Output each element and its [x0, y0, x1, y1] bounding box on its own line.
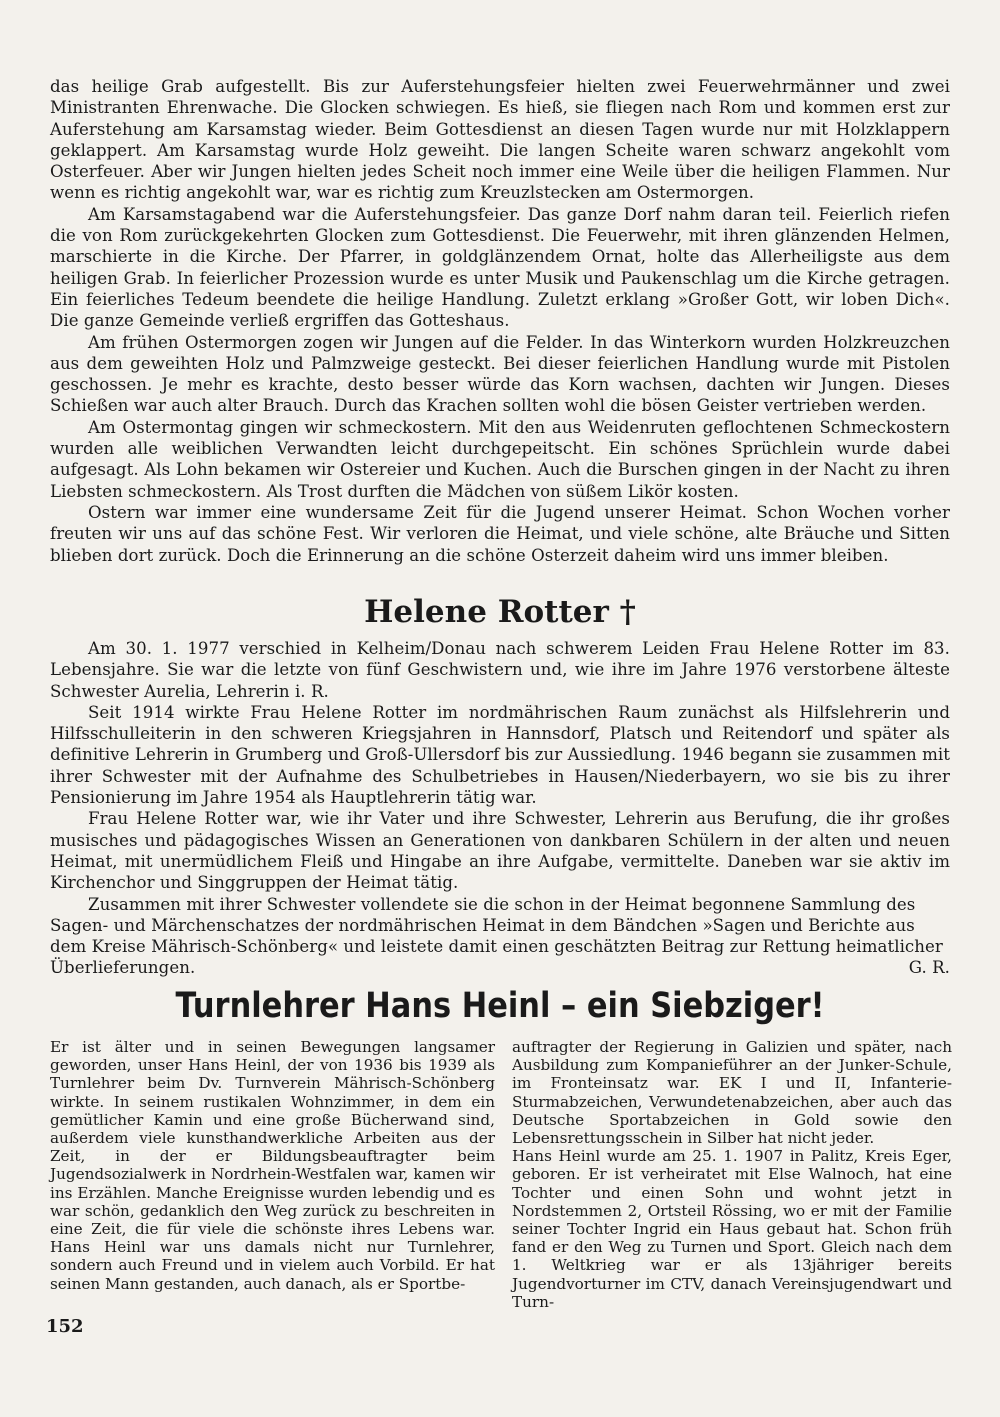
page-number: 152: [46, 1316, 84, 1337]
paragraph: Frau Helene Rotter war, wie ihr Vater und ihre Schwester, Lehrerin aus Berufung, die ihr großes musisches und pädagogisches Wissen an Generationen von dankbaren Schülern in der alten und neuen Heimat, mit unermüdlichem Fleiß und Hingabe an ihre Aufgabe, vermittelte. Daneben war sie aktiv im Kirchenchor und Singgruppen der Heimat tätig.: [50, 809, 950, 893]
paragraph: [50, 894, 950, 979]
paragraph-text: Zusammen mit ihrer Schwester vollendete sie die schon in der Heimat begonnene Sammlung des Sagen- und Märchenschatzes der nordmährischen Heimat in dem Bändchen »Sagen und Berichte aus dem Kreise Mährisch-Schönberg« und leistete damit einen geschätzten Beitrag zur Rettung heimatlicher Überlieferungen.: [50, 894, 943, 978]
obituary-title: Helene Rotter †: [364, 594, 636, 630]
easter-customs-text: [50, 76, 950, 566]
paragraph: Hans Heinl wurde am 25. 1. 1907 in Palitz, Kreis Eger, geboren. Er ist verheiratet mit Else Walnoch, hat eine Tochter und einen Sohn und wohnt jetzt in Nordstemmen 2, Ortsteil Rössing, wo er mit der Familie seiner Tochter Ingrid ein Haus gebaut hat. Schon früh fand er den Weg zu Turnen und Sport. Gleich nach dem 1. Weltkrieg war er als 13jähriger bereits Jugendvorturner im CTV, danach Vereinsjugendwart und Turn-: [512, 1147, 952, 1311]
right-column: [512, 1038, 952, 1311]
paragraph: Am Ostermontag gingen wir schmeckostern. Mit den aus Weidenruten geflochtenen Schmeckostern wurden alle weiblichen Verwandten leicht durchgepeitscht. Ein schönes Sprüchlein wurde dabei aufgesagt. Als Lohn bekamen wir Ostereier und Kuchen. Auch die Burschen gingen in der Nacht zu ihren Liebsten schmeckostern. Als Trost durften die Mädchen von süßem Likör kosten.: [50, 417, 950, 501]
paragraph: Am frühen Ostermorgen zogen wir Jungen auf die Felder. In das Winterkorn wurden Holzkreuzchen aus dem geweihten Holz und Palmzweige gesteckt. Bei dieser feierlichen Handlung wurde mit Pistolen geschossen. Je mehr es krachte, desto besser würde das Korn wachsen, dachten wir Jungen. Dieses Schießen war auch alter Brauch. Durch das Krachen sollten wohl die bösen Geister vertrieben werden.: [50, 332, 950, 416]
article-title: Turnlehrer Hans Heinl – ein Siebziger!: [175, 986, 825, 1026]
paragraph: auftragter der Regierung in Galizien und später, nach Ausbildung zum Kompanieführer an der Junker-Schule, im Fronteinsatz war. EK I und II, Infanterie-Sturmabzeichen, Verwundetenabzeichen, aber auch das Deutsche Sportabzeichen in Gold sowie den Lebensrettungsschein in Silber hat nicht jeder.: [512, 1038, 952, 1148]
paragraph: Am Karsamstagabend war die Auferstehungsfeier. Das ganze Dorf nahm daran teil. Feierlich riefen die von Rom zurückgekehrten Glocken zum Gottesdienst. Die Feuerwehr, mit ihren glänzenden Helmen, marschierte in die Kirche. Der Pfarrer, in goldglänzendem Ornat, holte das Allerheiligste aus dem heiligen Grab. In feierlicher Prozession wurde es unter Musik und Paukenschlag um die Kirche getragen. Ein feierliches Tedeum beendete die heilige Handlung. Zuletzt erklang »Großer Gott, wir loben Dich«. Die ganze Gemeinde verließ ergriffen das Gotteshaus.: [50, 204, 950, 331]
paragraph: Seit 1914 wirkte Frau Helene Rotter im nordmährischen Raum zunächst als Hilfslehrerin und Hilfsschulleiterin in den schweren Kriegsjahren in Hannsdorf, Platsch und Reitendorf und später als definitive Lehrerin in Grumberg und Groß-Ullersdorf bis zur Aussiedlung. 1946 begann sie zusammen mit ihrer Schwester mit der Aufnahme des Schulbetriebes in Hausen/Niederbayern, wo sie bis zu ihrer Pensionierung im Jahre 1954 als Hauptlehrerin tätig war.: [50, 702, 950, 808]
obituary-text: [50, 638, 950, 979]
paragraph: Ostern war immer eine wundersame Zeit für die Jugend unserer Heimat. Schon Wochen vorher freuten wir uns auf das schöne Fest. Wir verloren die Heimat, und viele schöne, alte Bräuche und Sitten blieben dort zurück. Doch die Erinnerung an die schöne Osterzeit daheim wird uns immer bleiben.: [50, 502, 950, 565]
signature: G. R.: [908, 958, 950, 978]
paragraph: das heilige Grab aufgestellt. Bis zur Auferstehungsfeier hielten zwei Feuerwehrmänner und zwei Ministranten Ehrenwache. Die Glocken schwiegen. Es hieß, sie fliegen nach Rom und kommen erst zur Auferstehung am Karsamstag wieder. Beim Gottesdienst an diesen Tagen wurde nur mit Holzklappern geklappert. Am Karsamstag wurde Holz geweiht. Die langen Scheite waren schwarz angekohlt vom Osterfeuer. Aber wir Jungen hielten jedes Scheit noch immer eine Weile über die heiligen Flammen. Nur wenn es richtig angekohlt war, war es richtig zum Kreuzlstecken am Ostermorgen.: [50, 77, 950, 203]
left-column: [50, 1038, 495, 1293]
paragraph: Er ist älter und in seinen Bewegungen langsamer geworden, unser Hans Heinl, der von 1936 bis 1939 als Turnlehrer beim Dv. Turnverein Mährisch-Schönberg wirkte. In seinem rustikalen Wohnzimmer, in dem ein gemütlicher Kamin und eine große Bücherwand sind, außerdem viele kunsthandwerkliche Arbeiten aus der Zeit, in der er Bildungsbeauftragter beim Jugendsozialwerk in Nordrhein-Westfalen war, kamen wir ins Erzählen. Manche Ereignisse wurden lebendig und es war schön, gedanklich den Weg zurück zu beschreiten in eine Zeit, die für viele die schönste ihres Lebens war. Hans Heinl war uns damals nicht nur Turnlehrer, sondern auch Freund und in vielem auch Vorbild. Er hat seinen Mann gestanden, auch danach, als er Sportbe-: [50, 1038, 495, 1293]
paragraph: Am 30. 1. 1977 verschied in Kelheim/Donau nach schwerem Leiden Frau Helene Rotter im 83. Lebensjahre. Sie war die letzte von fünf Geschwistern und, wie ihre im Jahre 1976 verstorbene älteste Schwester Aurelia, Lehrerin i. R.: [50, 639, 950, 701]
